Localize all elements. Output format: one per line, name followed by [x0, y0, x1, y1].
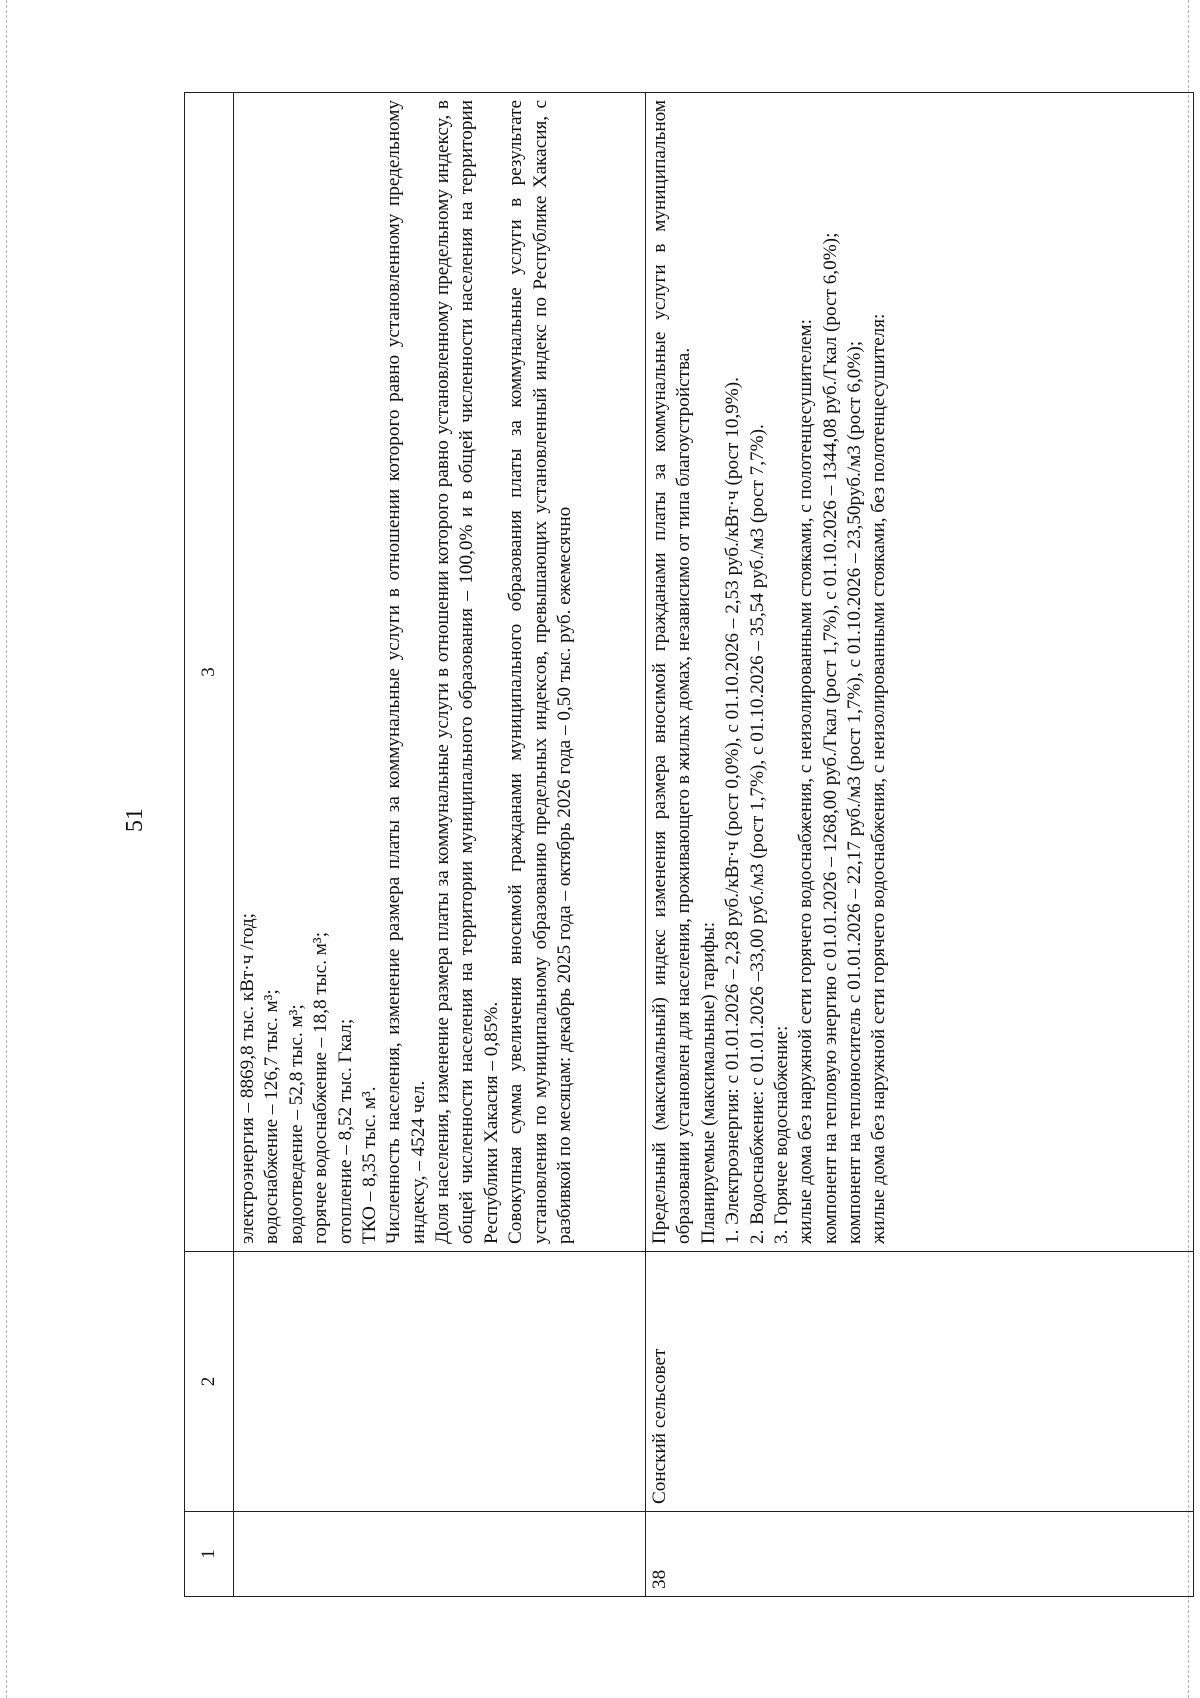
- table-row: [234, 93, 646, 1597]
- text-line: отопление – 8,52 тыс. Гкал;: [334, 1018, 356, 1244]
- column-header-2: 2: [185, 1252, 234, 1512]
- column-header-1: 1: [185, 1512, 234, 1597]
- text-line: ТКО – 8,35 тыс. м³.: [358, 1086, 380, 1244]
- text-paragraph: жилые дома без наружной сети горячего водоснабжения, с неизолированными стояками, без полотенцесушителя:: [868, 313, 890, 1244]
- text-paragraph: Численность населения, изменение размера платы за коммунальные услуги в отношении которого равно установленному предельному индексу, – 4524 чел.: [383, 100, 429, 1244]
- tariff-table: [184, 92, 1194, 1597]
- rotated-page-content: [184, 92, 1194, 1597]
- text-paragraph: компонент на тепловую энергию с 01.01.2026 – 1268,00 руб./Гкал (рост 1,7%), с 01.10.2026 – 1344,08 руб./Гкал (рост 6,0%);: [819, 232, 841, 1244]
- text-line: водоснабжение – 126,7 тыс. м³;: [261, 989, 283, 1244]
- text-line: горячее водоснабжение – 18,8 тыс. м³;: [310, 931, 332, 1244]
- text-paragraph: жилые дома без наружной сети горячего водоснабжения, с неизолированными стояками, с полотенцесушителем:: [795, 319, 817, 1244]
- table-row: [646, 93, 1194, 1597]
- text-line: 1. Электроэнергия: с 01.01.2026 – 2,28 руб./кВт·ч (рост 0,0%), с 01.10.2026 – 2,53 руб./кВт·ч (рост 10,9%).: [722, 377, 744, 1244]
- header-row: [185, 93, 234, 1597]
- scan-edge-left: [6, 0, 7, 1698]
- text-paragraph: Доля населения, изменение размера платы за коммунальные услуги в отношении которого равно установленному предельному индексу, в общей численности населения на территории муниципального образования – 100,0% и в общей численности населения на территории Республики Хакасия – 0,85%.: [432, 100, 502, 1244]
- description-cell: [646, 93, 1194, 1252]
- text-paragraph: Предельный (максимальный) индекс изменения размера вносимой гражданами платы за коммунальные услуги в муниципальном образовании установлен для населения, проживающего в жилых домах, независимо от типа благоустройства.: [649, 100, 695, 1244]
- municipality-name-cell: Сонский сельсовет: [646, 1252, 1194, 1512]
- page-number: 51: [122, 808, 148, 832]
- column-header-3: 3: [185, 93, 234, 1252]
- text-line: Планируемые (максимальные) тарифы:: [697, 921, 719, 1244]
- text-line: электроэнергия – 8869,8 тыс. кВт·ч /год;: [237, 912, 258, 1244]
- row-number-cell: 38: [646, 1512, 1194, 1597]
- text-paragraph: компонент на теплоноситель с 01.01.2026 – 22,17 руб./м3 (рост 1,7%), с 01.10.2026 – 23,50руб./м3 (рост 6,0%);: [844, 340, 865, 1244]
- text-line: 3. Горячее водоснабжение:: [770, 1025, 792, 1244]
- description-cell: [234, 93, 646, 1252]
- row-number-cell: [234, 1512, 646, 1597]
- text-line: водоотведение – 52,8 тыс. м³;: [285, 1004, 307, 1244]
- text-paragraph: Совокупная сумма увеличения вносимой гражданами муниципального образования платы за коммунальные услуги в результате установления по муниципальному образованию предельных индексов, превышающих установленный индекс по Республике Хакасия, с разбивкой по месяцам: декабрь 2025 года – октябрь 2026 года – 0,50 тыс. руб. ежемесячно: [505, 100, 575, 1244]
- text-line: 2. Водоснабжение: с 01.01.2026 –33,00 руб./м3 (рост 1,7%), с 01.10.2026 – 35,54 руб./м3 (рост 7,7%).: [746, 424, 768, 1244]
- municipality-name-cell: [234, 1252, 646, 1512]
